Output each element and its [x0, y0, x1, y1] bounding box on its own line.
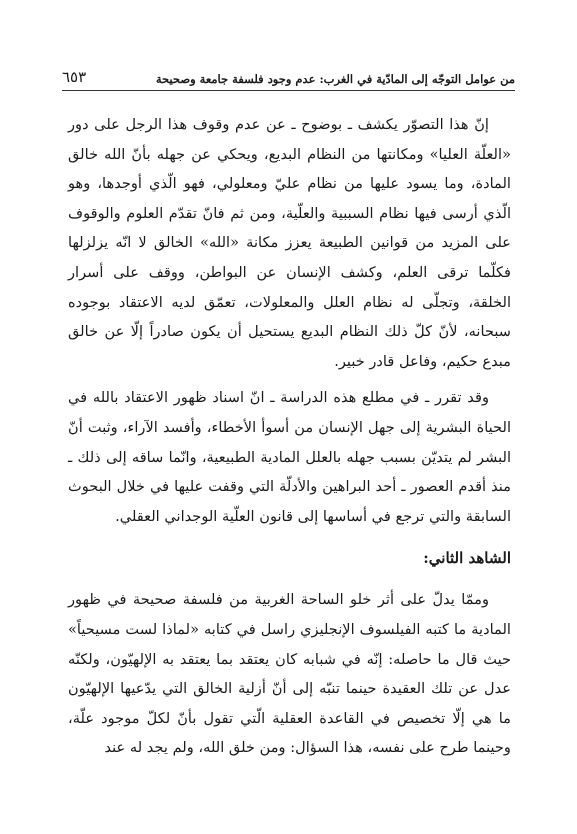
body-text [68, 110, 511, 763]
paragraph-2: وقد تقرر ـ في مطلع هذه الدراسة ـ انّ اسناد ظهور الاعتقاد بالله في الحياة البشرية إلى جهل الإنسان من أسوأ الأخطاء، وأفسد الآراء، وثبت أنّ البشر لم يتديّن بسبب جهله بالعلل المادية الطبيعية، وانّما ساقه إلى ذلك ـ منذ أقدم العصور ـ أحد البراهين والأدلّة التي وقفت عليها في خلال البحوث السابقة والتي ترجع في أساسها إلى قانون العلّية الوجداني العقلي. [68, 389, 511, 525]
page-header [62, 64, 515, 91]
paragraph-3: وممّا يدلّ على أثر خلو الساحة الغربية من فلسفة صحيحة في ظهور المادية ما كتبه الفيلسوف الإنجليزي راسل في كتابه «لماذا لست مسيحياً» حيث قال ما حاصله: إنّه في شبابه كان يعتقد بما يعتقد به الإلهيّون، ولكنّه عدل عن تلك العقيدة حينما تنبّه إلى أنّ أزلية الخالق التي يدّعيها الإلهيّون ما هي إلّا تخصيص في القاعدة العقلية الّتي تقول بأنّ لكلّ موجود علّة، وحينما طرح على نفسه، هذا السؤال: ومن خلق الله، ولم يجد له عند [68, 591, 511, 757]
page-number: ٦٥٣ [62, 68, 87, 86]
section-heading: الشاهد الثاني: [423, 549, 511, 568]
paragraph-1: إنّ هذا التصوّر يكشف ـ بوضوح ـ عن عدم وقوف هذا الرجل على دور «العلّة العليا» ومكانتها من النظام البديع، ويحكي عن جهله بأنّ الله خالق المادة، وما يسود عليها من نظام عليّ ومعلولي، فهو الّذي أوجدها، وهو الّذي أرسى فيها نظام السببية والعلّية، ومن ثم فانّ تقدّم العلوم والوقوف على المزيد من قوانين الطبيعة يعزز مكانة «الله» الخالق لا انّه يزلزلها فكلّما ترقى العلم، وكشف الإنسان عن البواطن، ووقف على أسرار الخلقة، وتجلّى له نظام العلل والمعلولات، تعمّق لديه الاعتقاد بوجوده سبحانه، لأنّ كلّ ذلك النظام البديع يستحيل أن يكون صادراً إلّا عن خالق مبدع حكيم، وفاعل قادر خبير. [68, 116, 511, 370]
running-title: من عوامل التوجّه إلى المادّية في الغرب: عدم وجود فلسفة جامعة وصحيحة [155, 72, 515, 86]
